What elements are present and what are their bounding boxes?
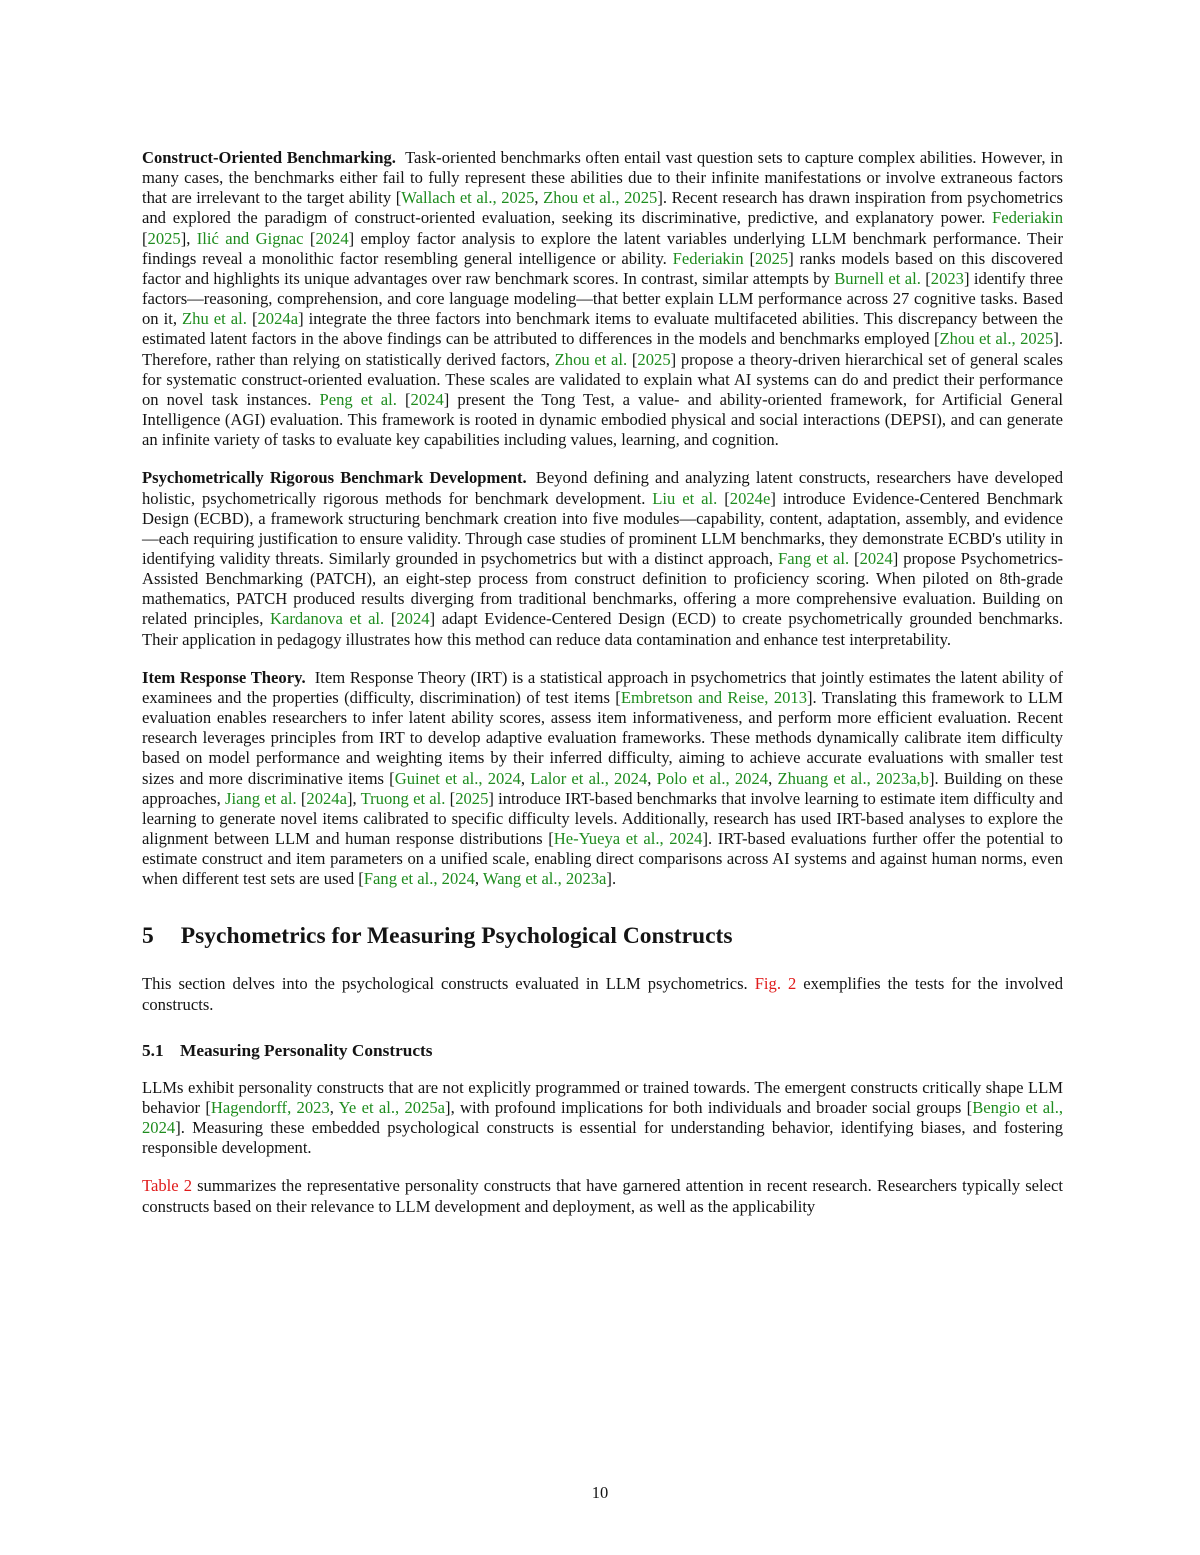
body-text: ]. IRT-based evaluations further offer the potential to estimate construct and item parameters on a unified scale, enabling direct comparisons across AI systems and against human norms, even when different test sets are used [ xyxy=(142,829,1063,889)
page-content xyxy=(142,148,1063,1217)
paragraph xyxy=(142,468,1063,649)
citation-link[interactable]: 2025 xyxy=(755,248,789,268)
body-text: exemplifies the tests for the involved constructs. xyxy=(142,974,1063,1014)
citation-link[interactable]: Jiang et al. xyxy=(225,788,297,808)
citation-link[interactable]: 2024e xyxy=(729,488,771,508)
citation-link[interactable]: 2024a xyxy=(306,788,347,808)
body-text: ], with profound implications for both individuals and broader social groups [ xyxy=(445,1097,973,1117)
section-number: 5.1 xyxy=(142,1040,164,1060)
body-text: ] present the Tong Test, a value- and ability-oriented framework, for Artificial General Intelligence (AGI) evaluation. This framework is rooted in dynamic embodied physical and social interactions (DEPSI), and can generate an infinite variety of tasks to evaluate key capabilities including values, learning, and cognition. xyxy=(142,389,1063,450)
citation-link[interactable]: Liu et al. xyxy=(652,488,718,508)
citation-link[interactable]: Wang et al., 2023a xyxy=(482,869,607,889)
section-title: Psychometrics for Measuring Psychological Constructs xyxy=(180,923,733,950)
citation-link[interactable]: Zhu et al. xyxy=(182,309,247,329)
section-number: 5 xyxy=(142,923,154,950)
citation-link[interactable]: Burnell et al. xyxy=(834,268,921,288)
body-text: , xyxy=(768,768,778,788)
body-text: [ xyxy=(445,788,456,808)
citation-link[interactable]: Zhuang et al., 2023a,b xyxy=(777,768,929,788)
citation-link[interactable]: Kardanova et al. xyxy=(270,609,385,629)
body-text: ] introduce IRT-based benchmarks that involve learning to estimate item difficulty and learning to generate novel items calibrated to specific difficulty levels. Additionally, research has used IRT-based analyses to explore the alignment between LLM and human response distributions [ xyxy=(142,788,1063,848)
body-text: [ xyxy=(384,609,397,629)
body-text: , xyxy=(647,768,657,788)
body-text: ]. Therefore, rather than relying on statistically derived factors, xyxy=(142,329,1063,369)
citation-link[interactable]: Zhou et al., 2025 xyxy=(543,188,658,208)
body-text: [ xyxy=(627,349,638,369)
citation-link[interactable]: Polo et al., 2024 xyxy=(656,768,769,788)
citation-link[interactable]: Lalor et al., 2024 xyxy=(530,768,648,788)
section-heading xyxy=(142,923,1063,950)
citation-link[interactable]: 2025 xyxy=(455,788,489,808)
citation-link[interactable]: 2024 xyxy=(396,609,430,629)
body-text: ] ranks models based on this discovered factor and highlights its unique advantages over raw benchmark scores. In contrast, similar attempts by xyxy=(142,248,1063,288)
citation-link[interactable]: 2024 xyxy=(315,228,349,248)
citation-link[interactable]: 2024 xyxy=(410,389,444,409)
body-text: , xyxy=(329,1097,339,1117)
body-text: Task-oriented benchmarks often entail vast question sets to capture complex abilities. However, in many cases, the benchmarks either fail to fully represent these abilities due to their infinite manifestations or involve extraneous factors that are irrelevant to the target ability [ xyxy=(142,148,1063,208)
body-text: ] adapt Evidence-Centered Design (ECD) to create psychometrically grounded benchmarks. Their application in pedagogy illustrates how this method can reduce data contamination and enhance test interpretability. xyxy=(142,609,1063,649)
body-text: [ xyxy=(296,788,307,808)
citation-link[interactable]: 2023 xyxy=(930,268,964,288)
body-text: Beyond defining and analyzing latent constructs, researchers have developed holistic, psychometrically rigorous methods for benchmark development. xyxy=(142,468,1063,508)
body-text: ] integrate the three factors into benchmark items to evaluate multifaceted abilities. This discrepancy between the estimated latent factors in the above findings can be attributed to differences in the models and benchmarks employed [ xyxy=(142,309,1063,349)
body-text: ]. Recent research has drawn inspiration from psychometrics and explored the paradigm of construct-oriented evaluation, seeking its discriminative, predictive, and explanatory power. xyxy=(142,188,1064,228)
citation-link[interactable]: Guinet et al., 2024 xyxy=(394,768,521,788)
citation-link[interactable]: He-Yueya et al., 2024 xyxy=(553,829,703,848)
paragraph xyxy=(142,668,1063,890)
body-text: ]. Translating this framework to LLM evaluation enables researchers to infer latent ability scores, assess item informativeness, and perform more efficient evaluation. Recent research leverages principles from IRT to develop adaptive evaluation frameworks. These methods dynamically calibrate item difficulty based on model performance and weighting items by their inferred difficulty, aiming to achieve accurate evaluations with smaller test sizes and more discriminative items [ xyxy=(142,687,1063,788)
paragraph xyxy=(142,148,1063,450)
paragraph-lead: Psychometrically Rigorous Benchmark Development. xyxy=(142,468,527,488)
body-text: ], xyxy=(346,788,361,808)
section-title: Measuring Personality Constructs xyxy=(180,1040,433,1060)
citation-link[interactable]: 2024a xyxy=(257,309,299,329)
body-text: ]. xyxy=(606,869,617,889)
body-text: ], xyxy=(180,228,197,248)
citation-link[interactable]: 2024 xyxy=(859,548,893,568)
body-text: , xyxy=(520,768,531,788)
body-text: This section delves into the psychological constructs evaluated in LLM psychometrics. xyxy=(142,974,755,994)
paragraph xyxy=(142,974,1063,1014)
cross-reference-link[interactable]: Table 2 xyxy=(142,1176,192,1196)
subsection-heading xyxy=(142,1041,1063,1061)
citation-link[interactable]: Ye et al., 2025a xyxy=(338,1097,446,1117)
citation-link[interactable]: Hagendorff, 2023 xyxy=(210,1097,330,1117)
paragraph-lead: Item Response Theory. xyxy=(142,667,306,687)
body-text: LLMs exhibit personality constructs that are not explicitly programmed or trained towards. The emergent constructs critically shape LLM behavior [ xyxy=(142,1077,1063,1117)
page-footer xyxy=(0,1483,1200,1503)
citation-link[interactable]: Peng et al. xyxy=(319,389,397,409)
body-text: [ xyxy=(246,309,258,329)
body-text: [ xyxy=(303,228,316,248)
cross-reference-link[interactable]: Fig. 2 xyxy=(754,974,797,994)
citation-link[interactable]: Federiakin xyxy=(992,208,1063,228)
citation-link[interactable]: Bengio et al., 2024 xyxy=(142,1097,1064,1138)
paragraph-lead: Construct-Oriented Benchmarking. xyxy=(142,148,396,167)
body-text: ]. Building on these approaches, xyxy=(142,768,1064,808)
body-text: [ xyxy=(717,488,730,508)
citation-link[interactable]: Zhou et al., 2025 xyxy=(939,329,1054,349)
citation-link[interactable]: Fang et al. xyxy=(778,548,850,568)
body-text: ] propose a theory-driven hierarchical set of general scales for systematic construct-oriented evaluation. These scales are validated to explain what AI systems can do and predict their performance on novel task instances. xyxy=(142,349,1063,409)
citation-link[interactable]: 2025 xyxy=(147,228,181,248)
citation-link[interactable]: Fang et al., 2024 xyxy=(363,869,475,889)
body-text: [ xyxy=(849,548,860,568)
paragraph xyxy=(142,1176,1063,1216)
body-text: ] identify three factors—reasoning, comprehension, and core language modeling—that better explain LLM performance across 27 cognitive tasks. Based on it, xyxy=(142,268,1063,329)
body-text: Item Response Theory (IRT) is a statistical approach in psychometrics that jointly estimates the latent ability of examinees and the properties (difficulty, discrimination) of test items [ xyxy=(142,667,1063,707)
body-text: [ xyxy=(142,228,148,248)
body-text: ] employ factor analysis to explore the latent variables underlying LLM benchmark performance. Their findings reveal a monolithic factor resembling general intelligence or ability. xyxy=(142,228,1063,268)
body-text: [ xyxy=(396,389,411,409)
body-text: , xyxy=(474,869,483,889)
body-text: [ xyxy=(920,268,931,288)
paragraph xyxy=(142,1078,1063,1159)
citation-link[interactable]: Wallach et al., 2025 xyxy=(401,188,535,208)
citation-link[interactable]: Ilić and Gignac xyxy=(196,228,304,248)
body-text: ] introduce Evidence-Centered Benchmark Design (ECBD), a framework structuring benchmark creation into five modules—capability, content, adaptation, assembly, and evidence—each requiring justification to ensure validity. Through case studies of prominent LLM benchmarks, they demonstrate ECBD's utility in identifying validity threats. Similarly grounded in psychometrics but with a distinct approach, xyxy=(142,488,1063,568)
body-text: ] propose Psychometrics-Assisted Benchmarking (PATCH), an eight-step process from construct definition to proficiency scoring. When piloted on 8th-grade mathematics, PATCH produced results diverging from traditional benchmarks, offering a more comprehensive evaluation. Building on related principles, xyxy=(142,548,1063,629)
citation-link[interactable]: Zhou et al. xyxy=(554,349,628,369)
body-text: [ xyxy=(743,248,756,268)
body-text: summarizes the representative personality constructs that have garnered attention in recent research. Researchers typically select constructs based on their relevance to LLM development and deployment, as well as the applicability xyxy=(142,1176,1063,1216)
citation-link[interactable]: Federiakin xyxy=(672,248,744,268)
citation-link[interactable]: Embretson and Reise, 2013 xyxy=(620,687,808,707)
citation-link[interactable]: Truong et al. xyxy=(360,788,446,808)
citation-link[interactable]: 2025 xyxy=(637,349,671,369)
page-number: 10 xyxy=(591,1483,609,1502)
body-text: ]. Measuring these embedded psychological constructs is essential for understanding behavior, identifying biases, and fostering responsible development. xyxy=(142,1118,1063,1158)
body-text: , xyxy=(534,188,544,208)
